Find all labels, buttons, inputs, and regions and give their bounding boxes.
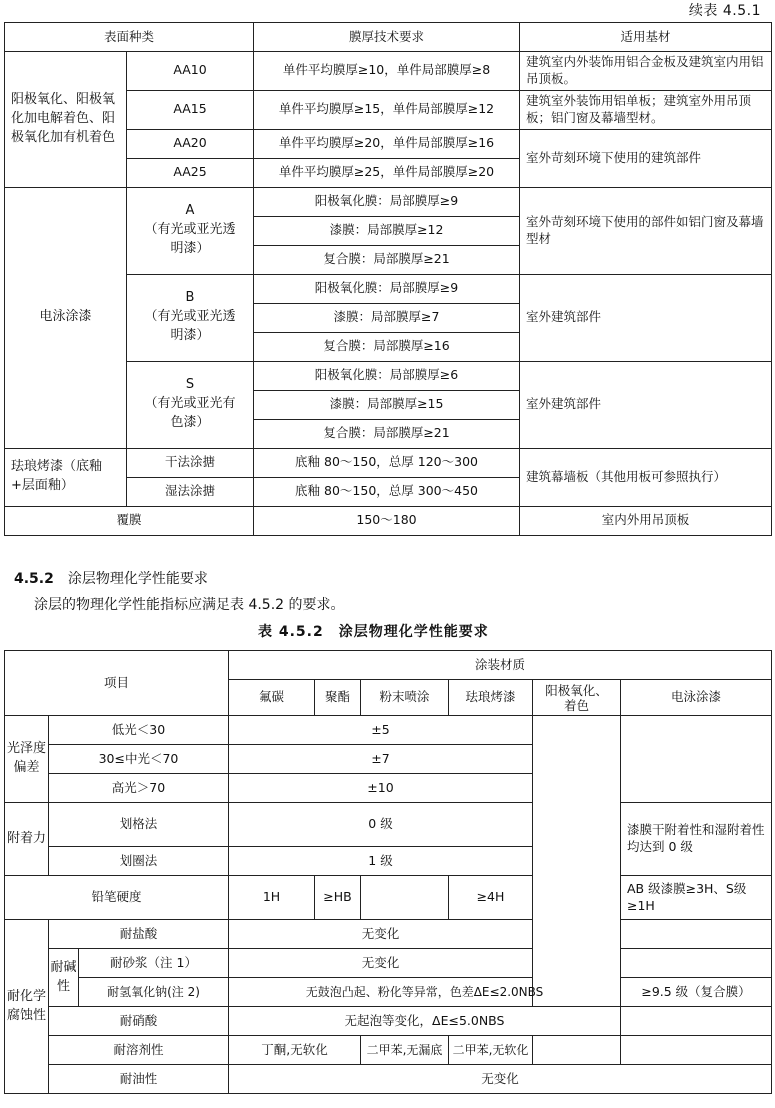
- value-cell: ±10: [229, 774, 533, 803]
- film-label: 覆膜: [5, 506, 254, 535]
- value-cell: 无变化: [229, 949, 533, 978]
- table-row: [5, 949, 772, 978]
- section-title: 涂层物理化学性能要求: [67, 571, 208, 587]
- material-enamel: 珐琅烤漆: [449, 680, 533, 716]
- requirement-cell: 复合膜：局部膜厚≥21: [254, 245, 520, 274]
- row-label: 划圈法: [49, 847, 229, 876]
- row-label: 耐溶剂性: [49, 1036, 229, 1065]
- table-row: [5, 506, 772, 535]
- electro-empty-cell: [621, 1007, 772, 1036]
- material-header: 涂装材质: [229, 651, 772, 680]
- requirement-cell: 底釉 80～150，总厚 120～300: [254, 448, 520, 477]
- table-row: [5, 187, 772, 216]
- body-paragraph: 涂层的物理化学性能指标应满足表 4.5.2 的要求。: [34, 597, 345, 613]
- value-cell: [361, 876, 449, 920]
- material-powder: 粉末喷涂: [361, 680, 449, 716]
- class-code: A: [185, 203, 195, 219]
- value-cell: 无起泡等变化，ΔE≤5.0NBS: [229, 1007, 621, 1036]
- table-row: [5, 448, 772, 477]
- electro-empty-cell: [621, 949, 772, 978]
- row-label: 耐盐酸: [49, 920, 229, 949]
- electro-adhesion-cell: 漆膜干附着性和湿附着性均达到 0 级: [621, 803, 772, 876]
- value-cell: ≥4H: [449, 876, 533, 920]
- row-label: 高光＞70: [49, 774, 229, 803]
- class-note: （有光或亚光透明漆）: [144, 222, 236, 256]
- anodize-empty-cell: [533, 716, 621, 1007]
- header-surface-type: 表面种类: [5, 23, 254, 52]
- row-label: 划格法: [49, 803, 229, 847]
- table-row: [5, 876, 772, 920]
- electro-class-cell: [127, 361, 254, 448]
- value-cell: ±7: [229, 745, 533, 774]
- electro-empty-cell: [621, 1036, 772, 1065]
- electro-class-cell: [127, 274, 254, 361]
- code-cell: 干法涂搪: [127, 448, 254, 477]
- code-cell: AA20: [127, 129, 254, 158]
- requirement-cell: 150～180: [254, 506, 520, 535]
- table-header-row: [5, 651, 772, 680]
- electro-group-label: 电泳涂漆: [5, 187, 127, 448]
- row-label: 30≤中光＜70: [49, 745, 229, 774]
- value-cell: 1 级: [229, 847, 533, 876]
- table-row: [5, 716, 772, 745]
- row-label: 耐油性: [49, 1065, 229, 1094]
- class-code: S: [185, 377, 195, 393]
- substrate-cell: 建筑室内外装饰用铝合金板及建筑室内用铝吊顶板。: [520, 52, 772, 91]
- anodize-empty-cell: [533, 1036, 621, 1065]
- requirement-cell: 阳极氧化膜：局部膜厚≥6: [254, 361, 520, 390]
- material-fluorocarbon: 氟碳: [229, 680, 315, 716]
- row-label: 铅笔硬度: [5, 876, 229, 920]
- electro-empty-cell: [621, 920, 772, 949]
- table-row: [5, 803, 772, 847]
- adhesion-group-label: 附着力: [5, 803, 49, 876]
- substrate-cell: 室内外用吊顶板: [520, 506, 772, 535]
- electro-empty-cell: [621, 716, 772, 803]
- value-cell: 无鼓泡凸起、粉化等异常，色差ΔE≤2.0NBS: [229, 978, 621, 1007]
- substrate-cell: 建筑室外装饰用铝单板；建筑室外用吊顶板；铝门窗及幕墙型材。: [520, 90, 772, 129]
- value-cell: ≥HB: [315, 876, 361, 920]
- substrate-cell: 室外苛刻环境下使用的建筑部件: [520, 129, 772, 187]
- class-code: B: [185, 290, 195, 306]
- table-row: [5, 920, 772, 949]
- substrate-cell: 室外建筑部件: [520, 361, 772, 448]
- requirement-cell: 阳极氧化膜：局部膜厚≥9: [254, 187, 520, 216]
- table-row: [5, 1036, 772, 1065]
- table-row: [5, 1065, 772, 1094]
- code-cell: 湿法涂搪: [127, 477, 254, 506]
- requirement-cell: 单件平均膜厚≥10，单件局部膜厚≥8: [254, 52, 520, 91]
- enamel-group-label: 珐琅烤漆（底釉+层面釉）: [5, 448, 127, 506]
- row-label: 耐氢氧化钠(注 2): [79, 978, 229, 1007]
- requirement-cell: 阳极氧化膜：局部膜厚≥9: [254, 274, 520, 303]
- substrate-cell: 室外建筑部件: [520, 274, 772, 361]
- code-cell: AA15: [127, 90, 254, 129]
- chem-group-label: 耐化学腐蚀性: [5, 920, 49, 1094]
- table-header-row: [5, 23, 772, 52]
- requirement-cell: 底釉 80～150，总厚 300～450: [254, 477, 520, 506]
- row-label: 低光＜30: [49, 716, 229, 745]
- anodize-group-label: 阳极氧化、阳极氧化加电解着色、阳极氧化加有机着色: [5, 52, 127, 188]
- value-cell: 二甲苯,无软化: [449, 1036, 533, 1065]
- code-cell: AA10: [127, 52, 254, 91]
- table-row: [5, 52, 772, 91]
- substrate-cell: 室外苛刻环境下使用的部件如铝门窗及幕墙型材: [520, 187, 772, 274]
- table-4-5-2: [4, 650, 772, 1094]
- continued-label: 续表 4.5.1: [688, 3, 761, 19]
- section-number: 4.5.2: [14, 571, 54, 587]
- value-cell: 丁酮,无软化: [229, 1036, 361, 1065]
- table-row: [5, 1007, 772, 1036]
- substrate-cell: 建筑幕墙板（其他用板可参照执行）: [520, 448, 772, 506]
- electro-naoh-cell: ≥9.5 级（复合膜）: [621, 978, 772, 1007]
- value-cell: 无变化: [229, 920, 533, 949]
- header-substrate: 适用基材: [520, 23, 772, 52]
- value-cell: ±5: [229, 716, 533, 745]
- requirement-cell: 复合膜：局部膜厚≥21: [254, 419, 520, 448]
- requirement-cell: 单件平均膜厚≥15，单件局部膜厚≥12: [254, 90, 520, 129]
- requirement-cell: 漆膜：局部膜厚≥15: [254, 390, 520, 419]
- electro-class-cell: [127, 187, 254, 274]
- value-cell: 无变化: [229, 1065, 772, 1094]
- class-note: （有光或亚光有色漆）: [144, 396, 236, 430]
- item-header: 项目: [5, 651, 229, 716]
- requirement-cell: 漆膜：局部膜厚≥12: [254, 216, 520, 245]
- row-label: 耐砂浆（注 1）: [79, 949, 229, 978]
- gloss-group-label: 光泽度偏差: [5, 716, 49, 803]
- value-cell: 1H: [229, 876, 315, 920]
- material-anodize: 阳极氧化、着色: [533, 680, 621, 716]
- material-polyester: 聚酯: [315, 680, 361, 716]
- table-title: 表 4.5.2 涂层物理化学性能要求: [258, 624, 489, 640]
- table-4-5-1-continued: [4, 22, 772, 536]
- material-electro: 电泳涂漆: [621, 680, 772, 716]
- section-heading: [14, 570, 208, 589]
- table-row: [5, 978, 772, 1007]
- code-cell: AA25: [127, 158, 254, 187]
- alkali-group-label: 耐碱性: [49, 949, 79, 1007]
- requirement-cell: 复合膜：局部膜厚≥16: [254, 332, 520, 361]
- class-note: （有光或亚光透明漆）: [144, 309, 236, 343]
- value-cell: 0 级: [229, 803, 533, 847]
- row-label: 耐硝酸: [49, 1007, 229, 1036]
- header-thickness: 膜厚技术要求: [254, 23, 520, 52]
- electro-pencil-cell: AB 级漆膜≥3H、S级≥1H: [621, 876, 772, 920]
- requirement-cell: 单件平均膜厚≥25，单件局部膜厚≥20: [254, 158, 520, 187]
- requirement-cell: 单件平均膜厚≥20，单件局部膜厚≥16: [254, 129, 520, 158]
- requirement-cell: 漆膜：局部膜厚≥7: [254, 303, 520, 332]
- value-cell: 二甲苯,无漏底: [361, 1036, 449, 1065]
